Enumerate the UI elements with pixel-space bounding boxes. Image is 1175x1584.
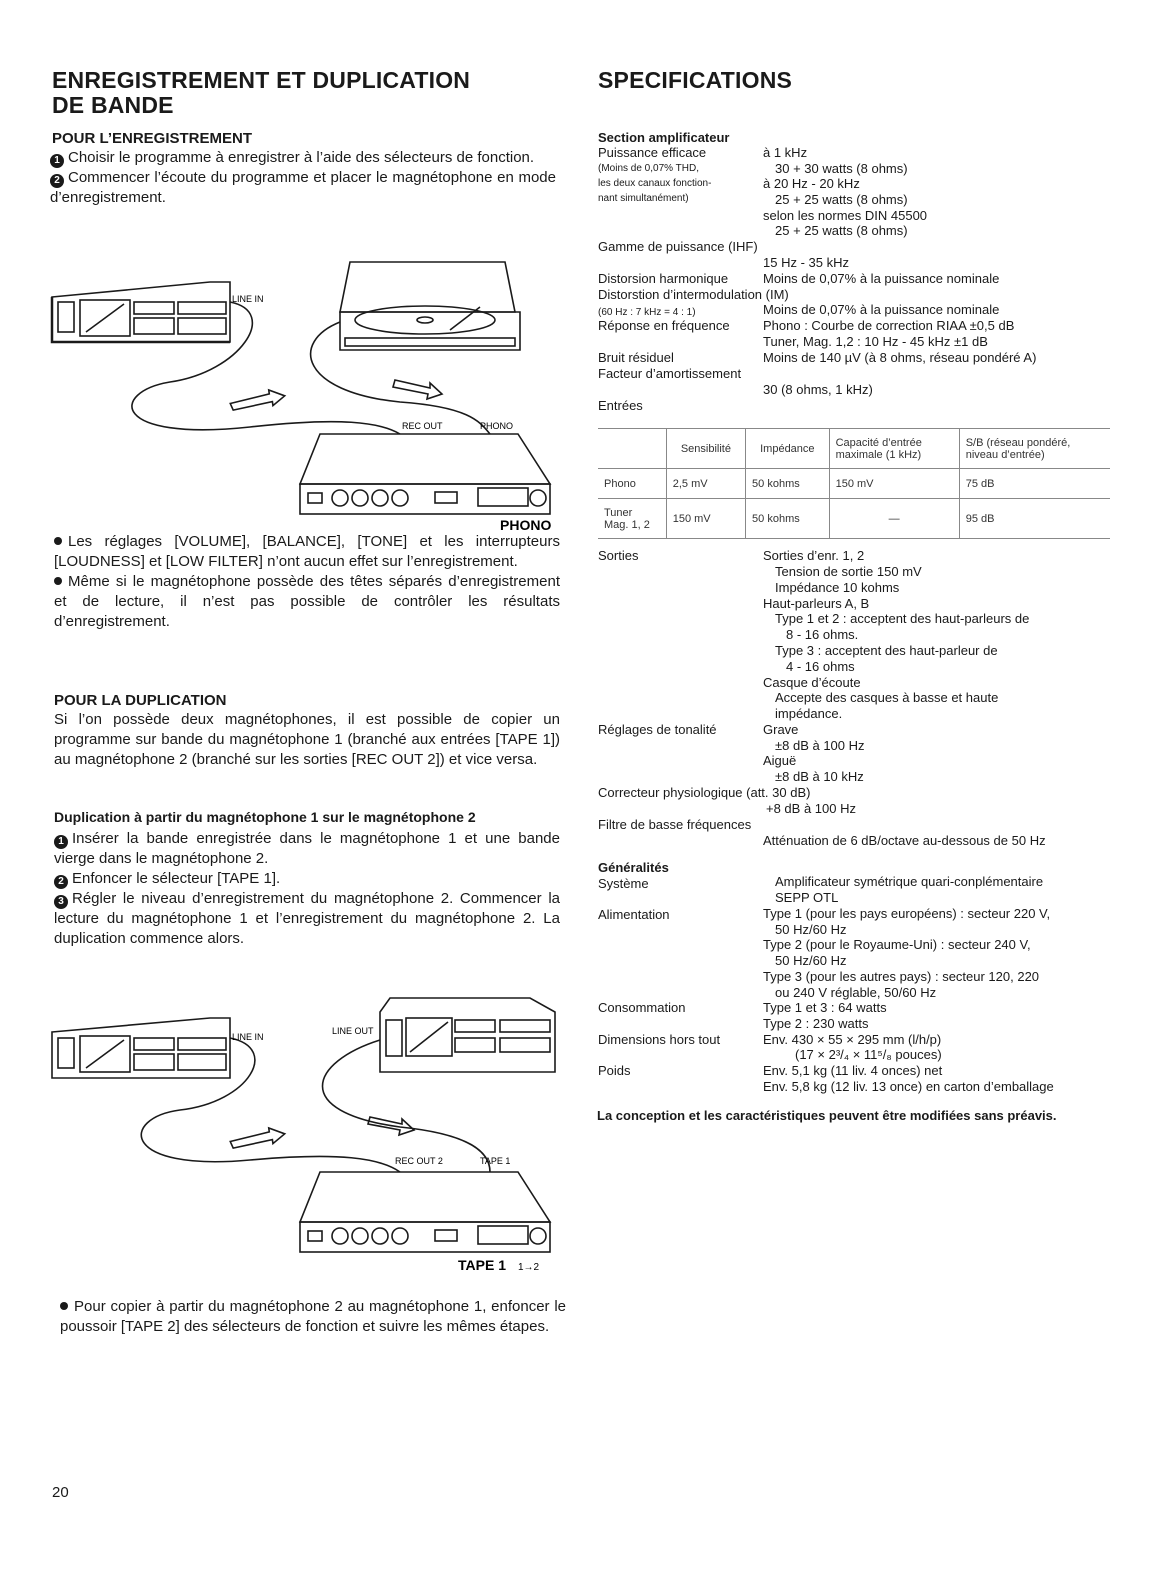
tone-value-1: Grave xyxy=(763,722,799,737)
recording-step-1: 1 Choisir le programme à enregistrer à l’aide des sélecteurs de fonction. xyxy=(50,148,556,168)
spec-freq-value-2: Tuner, Mag. 1,2 : 10 Hz - 45 kHz ±1 dB xyxy=(763,334,988,349)
turntable-lid xyxy=(340,262,515,312)
spec-weight-label: Poids xyxy=(598,1063,631,1078)
duplication-intro: Si l’on possède deux magnétophones, il est possible de copier un programme sur bande du magnétophone 1 (branché aux entrées [TAPE 1]) au magnétophone 2 (branché sur les sorties [REC OUT 2]) et vice versa. xyxy=(54,711,560,768)
power-value-1: à 1 kHz xyxy=(763,145,808,160)
out-value-7: Type 3 : acceptent des haut-parleur de xyxy=(775,643,998,658)
table-header-cell: Impédance xyxy=(746,429,830,469)
step-number-2: 2 xyxy=(54,875,68,889)
power-note-2: les deux canaux fonction- xyxy=(598,178,712,189)
duplication-note: Pour copier à partir du magnétophone 2 au magnétophone 1, enfoncer le poussoir [TAPE 2] des sélecteurs de fonction et suivre les mêmes étapes. xyxy=(60,1298,566,1335)
power-note-1: (Moins de 0,07% THD, xyxy=(598,163,699,174)
spec-power-label: Puissance efficace xyxy=(598,145,707,160)
spec-im-label: Distorstion d’intermodulation (IM) xyxy=(598,287,789,302)
spec-filter-label: Filtre de basse fréquences xyxy=(598,817,752,832)
table-cell: Phono xyxy=(598,469,666,499)
page-number: 20 xyxy=(52,1484,69,1501)
duplication-heading: POUR LA DUPLICATION xyxy=(54,692,227,709)
step-number-3: 3 xyxy=(54,895,68,909)
out-value-8: 4 - 16 ohms xyxy=(786,659,855,674)
label-line-in: LINE IN xyxy=(232,1032,264,1042)
spec-im-value: Moins de 0,07% à la puissance nominale xyxy=(763,302,1000,317)
spec-damping-value: 30 (8 ohms, 1 kHz) xyxy=(763,382,873,397)
table-cell: 150 mV xyxy=(666,499,745,539)
spec-power-supply-label: Alimentation xyxy=(598,907,670,922)
duplication-subheading: Duplication à partir du magnétophone 1 sur le magnétophone 2 xyxy=(54,809,476,825)
table-cell: 50 kohms xyxy=(746,499,830,539)
out-value-3: Impédance 10 kohms xyxy=(775,580,900,595)
recording-heading: POUR L’ENREGISTREMENT xyxy=(52,130,253,147)
label-rec-out-2: REC OUT 2 xyxy=(395,1156,443,1166)
spec-loudness-value: +8 dB à 100 Hz xyxy=(766,801,856,816)
recording-note-2: Même si le magnétophone possède des têtes séparés d’enregistrement et de lecture, il n’est pas possible de contrôler les résultats d’enregistrement. xyxy=(54,573,560,630)
out-value-5: Type 1 et 2 : acceptent des haut-parleurs de xyxy=(775,611,1030,626)
out-value-9: Casque d’écoute xyxy=(763,675,861,690)
amplifier-section xyxy=(598,130,1138,420)
spec-system-label: Système xyxy=(598,876,649,891)
out-value-2: Tension de sortie 150 mV xyxy=(775,564,922,579)
spec-inputs-label: Entrées xyxy=(598,398,643,413)
system-value-1: Amplificateur symétrique quari-conplémentaire xyxy=(775,874,1044,889)
step-number-2: 2 xyxy=(50,174,64,188)
tone-value-4: ±8 dB à 10 kHz xyxy=(775,769,864,784)
out-value-6: 8 - 16 ohms. xyxy=(786,627,859,642)
table-cell: — xyxy=(829,499,959,539)
bullet-icon xyxy=(60,1302,68,1310)
step-number-1: 1 xyxy=(50,154,64,168)
selector-tape-sub: 1→2 xyxy=(518,1262,540,1273)
table-header-cell: Sensibilité xyxy=(666,429,745,469)
spec-noise-label: Bruit résiduel xyxy=(598,350,674,365)
table-header-cell: Capacité d’entrée maximale (1 kHz) xyxy=(829,429,959,469)
power-value-5: selon les normes DIN 45500 xyxy=(763,208,928,223)
table-header-cell: S/B (réseau pondéré, niveau d’entrée) xyxy=(965,436,1071,461)
ps-value-1: Type 1 (pour les pays européens) : secteur 220 V, xyxy=(763,906,1051,921)
spec-tone-label: Réglages de tonalité xyxy=(598,722,717,737)
ps-value-6: ou 240 V réglable, 50/60 Hz xyxy=(775,985,937,1000)
spec-damping-label: Facteur d’amortissement xyxy=(598,366,742,381)
selector-phono: PHONO xyxy=(500,517,552,532)
spec-filter-value: Atténuation de 6 dB/octave au-dessous de 50 Hz xyxy=(763,833,1046,848)
ps-value-5: Type 3 (pour les autres pays) : secteur 120, 220 xyxy=(763,969,1040,984)
recording-steps xyxy=(50,148,556,208)
duplication-step-1: 1 Insérer la bande enregistrée dans le magnétophone 1 et une bande vierge dans le magnétophone 2. xyxy=(54,830,560,867)
out-value-11: impédance. xyxy=(775,706,843,721)
duplication-step-2: 2 Enfoncer le sélecteur [TAPE 1]. xyxy=(54,869,560,889)
tape-deck-body xyxy=(52,282,230,342)
spec-freq-value-1: Phono : Courbe de correction RIAA ±0,5 dB xyxy=(763,318,1015,333)
duplication-diagram xyxy=(50,992,560,1282)
spec-consumption-label: Consommation xyxy=(598,1000,686,1015)
dim-value-2: (17 × 2³/₄ × 11⁵/₈ pouces) xyxy=(795,1047,942,1062)
table-cell: 50 kohms xyxy=(746,469,830,499)
tape-deck-1 xyxy=(52,1018,230,1078)
left-title-line2: DE BANDE xyxy=(52,92,174,118)
label-phono: PHONO xyxy=(480,421,514,431)
ps-value-4: 50 Hz/60 Hz xyxy=(775,953,847,968)
spec-dimensions-label: Dimensions hors tout xyxy=(598,1032,721,1047)
bullet-icon xyxy=(54,577,62,585)
recording-note-1: Les réglages [VOLUME], [BALANCE], [TONE] et les interrupteurs [LOUDNESS] et [LOW FILTER] n’ont aucun effet sur l’enregistrement. xyxy=(54,533,560,570)
spec-freq-label: Réponse en fréquence xyxy=(598,318,730,333)
weight-value-1: Env. 5,1 kg (11 liv. 4 onces) net xyxy=(763,1063,943,1078)
ps-value-3: Type 2 (pour le Royaume-Uni) : secteur 240 V, xyxy=(763,937,1031,952)
power-value-4: 25 + 25 watts (8 ohms) xyxy=(775,192,908,207)
table-cell: 2,5 mV xyxy=(666,469,745,499)
out-value-4: Haut-parleurs A, B xyxy=(763,596,870,611)
recording-diagram xyxy=(50,252,560,532)
label-line-out: LINE OUT xyxy=(332,1026,374,1036)
disclaimer: La conception et les caractéristiques peuvent être modifiées sans préavis. xyxy=(597,1108,1057,1123)
spec-im-note: (60 Hz : 7 kHz = 4 : 1) xyxy=(598,307,696,318)
inputs-table xyxy=(598,428,1110,539)
table-row xyxy=(598,469,1110,499)
label-tape-1: TAPE 1 xyxy=(480,1156,511,1166)
spec-outputs-label: Sorties xyxy=(598,548,639,563)
outputs-section xyxy=(598,548,1138,1108)
tone-value-3: Aiguë xyxy=(763,753,797,768)
power-note-3: nant simultanément) xyxy=(598,193,689,204)
spec-thd-label: Distorsion harmonique xyxy=(598,271,729,286)
duplication-steps xyxy=(54,829,560,949)
spec-loudness-label: Correcteur physiologique (att. 30 dB) xyxy=(598,785,811,800)
out-value-1: Sorties d’enr. 1, 2 xyxy=(763,548,865,563)
tone-value-2: ±8 dB à 100 Hz xyxy=(775,738,865,753)
recording-step-2: 2 Commencer l’écoute du programme et placer le magnétophone en mode d’enregistrement. xyxy=(50,169,556,206)
amplifier-top xyxy=(300,1172,550,1222)
power-value-2: 30 + 30 watts (8 ohms) xyxy=(775,161,908,176)
table-cell: 150 mV xyxy=(829,469,959,499)
table-row xyxy=(598,499,1110,539)
specifications-title: SPECIFICATIONS xyxy=(598,67,793,93)
power-value-6: 25 + 25 watts (8 ohms) xyxy=(775,223,908,238)
table-header-row xyxy=(598,429,1110,469)
spec-thd-value: Moins de 0,07% à la puissance nominale xyxy=(763,271,1000,286)
system-value-2: SEPP OTL xyxy=(775,890,839,905)
label-line-in: LINE IN xyxy=(232,294,264,304)
label-rec-out: REC OUT xyxy=(402,421,443,431)
spec-range-value: 15 Hz - 35 kHz xyxy=(763,255,849,270)
weight-value-2: Env. 5,8 kg (12 liv. 13 once) en carton d’emballage xyxy=(763,1079,1054,1094)
table-cell: Tuner Mag. 1, 2 xyxy=(598,499,666,539)
ps-value-2: 50 Hz/60 Hz xyxy=(775,922,847,937)
spec-range-label: Gamme de puissance (IHF) xyxy=(598,239,758,254)
amplifier-top xyxy=(300,434,550,484)
general-heading: Généralités xyxy=(598,860,669,875)
out-value-10: Accepte des casques à basse et haute xyxy=(775,690,999,705)
table-cell: 95 dB xyxy=(965,512,995,525)
cons-value-2: Type 2 : 230 watts xyxy=(763,1016,869,1031)
duplication-step-3: 3 Régler le niveau d’enregistrement du magnétophone 2. Commencer la lecture du magnétophone 1 et l’enregistrement du magnétophone 2. La duplication commence alors. xyxy=(54,890,560,947)
recording-notes xyxy=(54,532,560,632)
bullet-icon xyxy=(54,537,62,545)
dim-value-1: Env. 430 × 55 × 295 mm (l/h/p) xyxy=(763,1032,942,1047)
power-value-3: à 20 Hz - 20 kHz xyxy=(763,176,860,191)
table-header-cell xyxy=(598,429,666,469)
selector-tape-1: TAPE 1 xyxy=(458,1257,506,1273)
left-title-line1: ENREGISTREMENT ET DUPLICATION xyxy=(52,67,471,93)
step-number-1: 1 xyxy=(54,835,68,849)
cons-value-1: Type 1 et 3 : 64 watts xyxy=(763,1000,887,1015)
spec-noise-value: Moins de 140 µV (à 8 ohms, réseau pondéré A) xyxy=(763,350,1037,365)
table-cell: 75 dB xyxy=(965,477,995,490)
amplifier-heading: Section amplificateur xyxy=(598,130,730,145)
